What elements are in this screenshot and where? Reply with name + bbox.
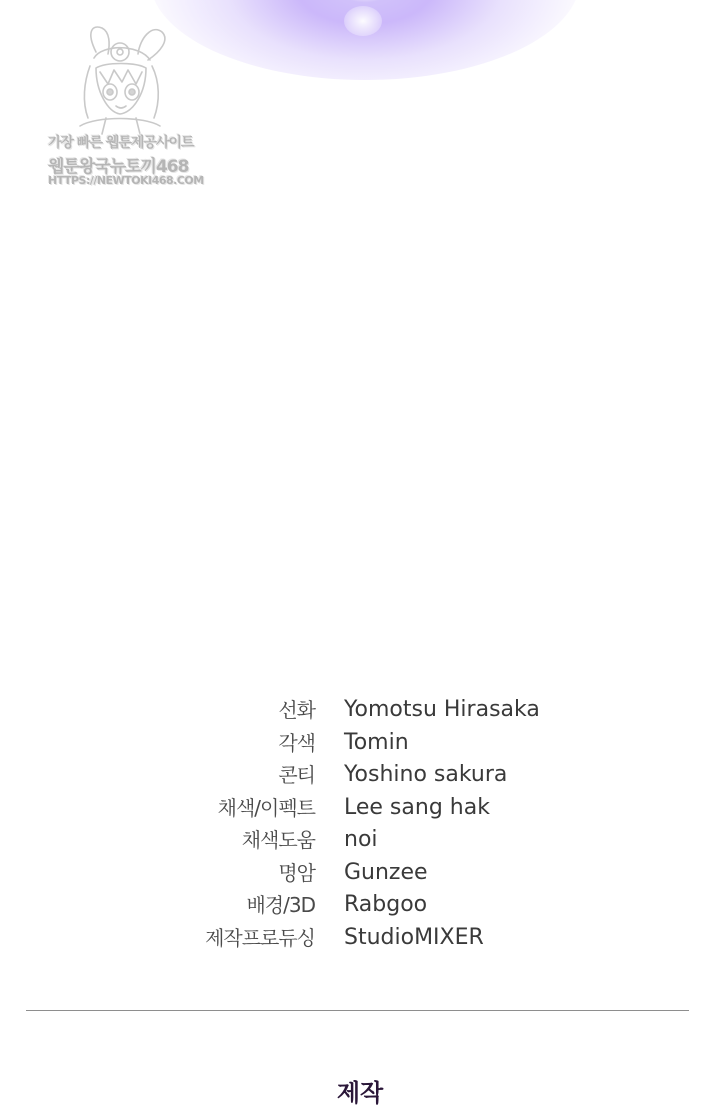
credit-row (0, 792, 720, 825)
credit-row (0, 694, 720, 727)
credit-name: Gunzee (344, 859, 428, 885)
credit-role: 각색 (278, 730, 315, 755)
watermark-url: HTTPS://NEWTOKI468.COM (48, 174, 204, 187)
credit-row (0, 889, 720, 922)
credit-role: 콘티 (278, 763, 315, 787)
credit-row (0, 759, 720, 792)
top-light-glow-core (344, 6, 382, 36)
site-watermark (48, 22, 204, 194)
credit-role: 선화 (278, 698, 315, 722)
credit-row (0, 857, 720, 890)
credit-name: Tomin (344, 729, 409, 755)
credit-name: Yomotsu Hirasaka (344, 697, 540, 722)
credits-list (0, 694, 720, 954)
watermark-figure-icon (56, 22, 184, 140)
credit-role: 배경/3D (246, 893, 315, 917)
watermark-site-name: 웹툰왕국뉴토끼468 (48, 157, 189, 177)
credit-role: 명암 (278, 860, 315, 885)
credit-name: Rabgoo (344, 892, 428, 917)
credit-name: noi (344, 827, 378, 852)
credit-role: 채색도움 (241, 828, 315, 852)
watermark-tagline: 가장 빠른 웹툰제공사이트 (48, 135, 194, 151)
section-divider (26, 1010, 689, 1011)
credit-role: 채색/이펙트 (217, 795, 315, 820)
credit-name: StudioMIXER (344, 924, 484, 950)
production-heading: 제작 (336, 1078, 384, 1107)
credit-row (0, 922, 720, 955)
credit-name: Yoshino sakura (344, 762, 508, 787)
credit-role: 제작프로듀싱 (205, 925, 315, 950)
credit-name: Lee sang hak (344, 794, 490, 820)
credit-row (0, 727, 720, 760)
credit-row (0, 824, 720, 857)
